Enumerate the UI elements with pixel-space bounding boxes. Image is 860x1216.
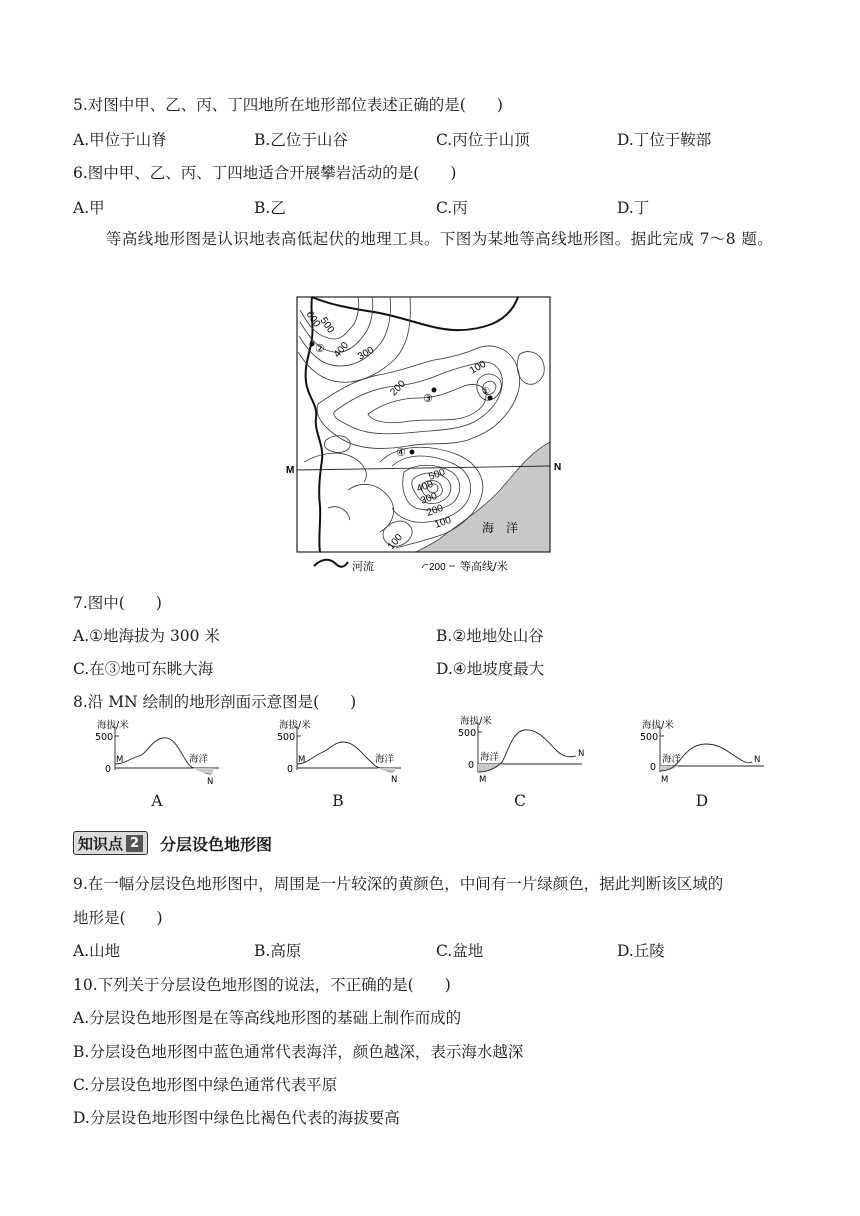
profile-c-ylabel: 海拔/米: [460, 716, 492, 727]
profile-c-500: 500: [458, 728, 477, 739]
q7-stem: 7.图中( ): [73, 594, 162, 612]
profile-d-500: 500: [640, 732, 659, 743]
profile-c: [458, 712, 593, 786]
q6-stem: 6.图中甲、乙、丙、丁四地适合开展攀岩活动的是( ): [73, 164, 457, 182]
q9-option-a: A.山地: [73, 942, 121, 960]
q5-option-d: D.丁位于鞍部: [617, 131, 712, 149]
contour-label: 200: [388, 378, 408, 399]
contour-label: 200: [425, 502, 445, 519]
contour-label: 300: [419, 490, 439, 507]
profile-a-ylabel: 海拔/米: [97, 720, 129, 731]
profile-b-label[interactable]: B: [332, 792, 344, 810]
q5-option-a: A.甲位于山脊: [73, 131, 167, 149]
knowledge-point-header: [73, 830, 272, 856]
profile-d-m: M: [661, 775, 669, 785]
q9-option-d: D.丘陵: [617, 942, 665, 960]
legend-contour-text: 等高线/米: [460, 560, 508, 573]
profile-c-0: 0: [468, 760, 475, 771]
q10-option-a: A.分层设色地形图是在等高线地形图的基础上制作而成的: [73, 1009, 462, 1027]
q5-option-b: B.乙位于山谷: [254, 131, 348, 149]
contour-label: 100: [468, 358, 488, 377]
q8-stem: 8.沿 MN 绘制的地形剖面示意图是( ): [73, 693, 357, 711]
map-legend: [312, 556, 572, 576]
profile-d-sea: 海洋: [662, 754, 682, 765]
point-3-marker: [432, 388, 437, 393]
profile-b-n: N: [391, 775, 398, 785]
knowledge-point-badge-text: 知识点: [78, 834, 124, 853]
q9-stem-line2: 地形是( ): [73, 909, 163, 927]
profile-c-sea: 海洋: [480, 752, 500, 763]
profile-b-sea: 海洋: [375, 754, 395, 765]
intro-paragraph: 等高线地形图是认识地表高低起伏的地理工具。下图为某地等高线地形图。据此完成 7～8 题。: [106, 230, 774, 248]
point-4-label: ④: [396, 447, 406, 459]
profile-d-n: N: [754, 755, 761, 765]
contour-label: 400: [415, 478, 435, 495]
profile-d-0: 0: [650, 762, 657, 773]
q6-option-a: A.甲: [73, 199, 105, 217]
legend-contour-value: 200: [429, 562, 446, 573]
contour-label: 300: [356, 344, 376, 363]
q7-option-b: B.②地地处山谷: [436, 627, 544, 645]
profile-a-m: M: [116, 755, 124, 765]
sea-label: 海 洋: [482, 521, 519, 535]
profile-b: [277, 716, 412, 786]
profile-d: [640, 712, 775, 786]
contour-label: 400: [331, 340, 352, 360]
map-label-n: N: [554, 462, 562, 473]
q7-option-c: C.在③地可东眺大海: [73, 660, 214, 678]
point-2-label: ②: [315, 343, 325, 355]
profile-c-n: N: [578, 749, 585, 759]
q10-stem: 10.下列关于分层设色地形图的说法，不正确的是( ): [73, 976, 451, 994]
q6-option-b: B.乙: [254, 199, 286, 217]
q7-option-d: D.④地坡度最大: [436, 660, 545, 678]
profile-c-m: M: [479, 775, 487, 785]
point-2-marker: [310, 342, 315, 347]
profile-d-ylabel: 海拔/米: [642, 720, 674, 731]
profile-b-m: M: [298, 755, 306, 765]
profile-a-sea: 海洋: [189, 754, 209, 765]
knowledge-point-title: 分层设色地形图: [160, 834, 273, 854]
knowledge-point-number: 2: [126, 835, 143, 852]
point-4-marker: [410, 450, 415, 455]
contour-label: 600: [303, 309, 323, 330]
river-west: [303, 297, 323, 552]
q9-option-b: B.高原: [254, 942, 302, 960]
legend-river-text: 河流: [352, 560, 374, 573]
q10-option-c: C.分层设色地形图中绿色通常代表平原: [73, 1076, 338, 1094]
profile-a-n: N: [207, 777, 214, 787]
mn-line: [297, 466, 550, 470]
profile-a-label[interactable]: A: [151, 792, 163, 810]
contour-label: 500: [427, 466, 447, 483]
contour-label: 500: [317, 315, 337, 336]
map-label-m: M: [286, 465, 295, 476]
profile-b-500: 500: [277, 732, 296, 743]
q10-option-b: B.分层设色地形图中蓝色通常代表海洋，颜色越深，表示海水越深: [73, 1043, 524, 1061]
q5-option-c: C.丙位于山顶: [436, 131, 530, 149]
profile-b-0: 0: [287, 764, 294, 775]
q6-option-c: C.丙: [436, 199, 468, 217]
q7-option-a: A.①地海拔为 300 米: [73, 627, 220, 645]
contour-label: 100: [385, 532, 406, 552]
contour-label: 100: [433, 514, 453, 531]
point-1-label: ①: [482, 386, 491, 396]
q9-stem-line1: 9.在一幅分层设色地形图中，周围是一片较深的黄颜色，中间有一片绿颜色，据此判断该区域的: [73, 875, 724, 893]
contour-map: [288, 294, 572, 580]
river-north: [312, 297, 518, 330]
legend-river-symbol: [314, 560, 348, 567]
profile-a-0: 0: [105, 764, 112, 775]
knowledge-point-badge: [73, 831, 148, 855]
q10-option-d: D.分层设色地形图中绿色比褐色代表的海拔要高: [73, 1109, 400, 1127]
q6-option-d: D.丁: [617, 199, 650, 217]
profile-d-label[interactable]: D: [695, 792, 709, 810]
profile-a: [95, 716, 230, 786]
profile-b-ylabel: 海拔/米: [279, 720, 311, 731]
profile-a-500: 500: [95, 732, 114, 743]
q5-stem: 5.对图中甲、乙、丙、丁四地所在地形部位表述正确的是( ): [73, 96, 503, 114]
point-1-marker: [488, 396, 493, 401]
point-3-label: ③: [423, 393, 433, 405]
legend-contour-symbol: [422, 564, 428, 568]
profile-c-label[interactable]: C: [514, 792, 526, 810]
q9-option-c: C.盆地: [436, 942, 484, 960]
